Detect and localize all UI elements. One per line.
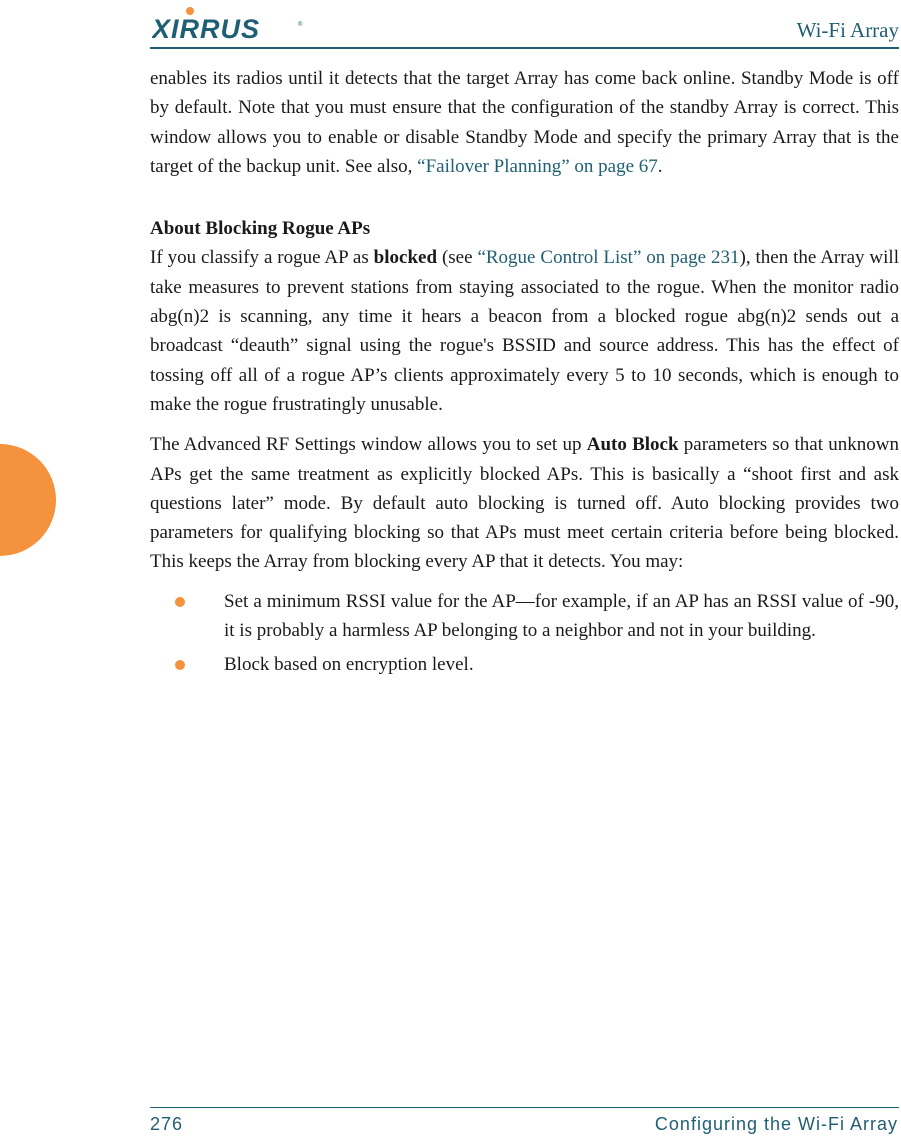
paragraph-auto-block: The Advanced RF Settings window allows you to set up Auto Block parameters so that unknown APs get the same treatment as explicitly blocked APs. This is basically a “shoot first and ask questions later” mode. By default auto blocking is turned off. Auto blocking provides two parameters for qualifying blocking so that APs must meet certain criteria before being blocked. This keeps the Array from blocking every AP that it detects. You may: (150, 434, 899, 573)
bullet-list (150, 587, 899, 680)
link-failover-planning[interactable]: “Failover Planning” on page 67 (417, 155, 658, 177)
list-item: Block based on encryption level. (150, 650, 899, 679)
chapter-tab-marker (0, 444, 56, 556)
header-divider (150, 47, 899, 49)
bullet-dot-icon (175, 597, 185, 607)
footer-section-title: Configuring the Wi-Fi Array (654, 1114, 898, 1134)
list-item: Set a minimum RSSI value for the AP—for example, if an AP has an RSSI value of -90, it is probably a harmless AP belonging to a neighbor and not in your building. (150, 587, 899, 646)
header-title: Wi-Fi Array (796, 18, 899, 42)
logo-text: XIRRUS (152, 14, 261, 40)
paragraph-standby: enables its radios until it detects that the target Array has come back online. Standby Mode is off by default. Note that you must ensure that the configuration of the standby Array is correct. This window allows you to enable or disable Standby Mode and specify the primary Array that is the target of the backup unit. See also, “Failover Planning” on page 67. (150, 68, 899, 177)
svg-text:®: ® (298, 22, 303, 28)
paragraph-blocking: If you classify a rogue AP as blocked (see “Rogue Control List” on page 231), then the Array will take measures to prevent stations from staying associated to the rogue. When the monitor radio abg(n)2 is scanning, any time it hears a beacon from a blocked rogue abg(n)2 sends out a broadcast “deauth” signal using the rogue's BSSID and source address. This has the effect of tossing off all of a rogue AP’s clients approximately every 5 to 10 seconds, which is enough to make the rogue frustratingly unusable. (150, 247, 899, 415)
page-number: 276 (150, 1114, 184, 1134)
link-rogue-control-list[interactable]: “Rogue Control List” on page 231 (477, 247, 740, 269)
xirrus-logo (152, 6, 304, 40)
page-body (150, 64, 899, 685)
bullet-dot-icon (175, 660, 185, 670)
section-heading: About Blocking Rogue APs (150, 218, 371, 240)
footer-divider (150, 1107, 899, 1108)
